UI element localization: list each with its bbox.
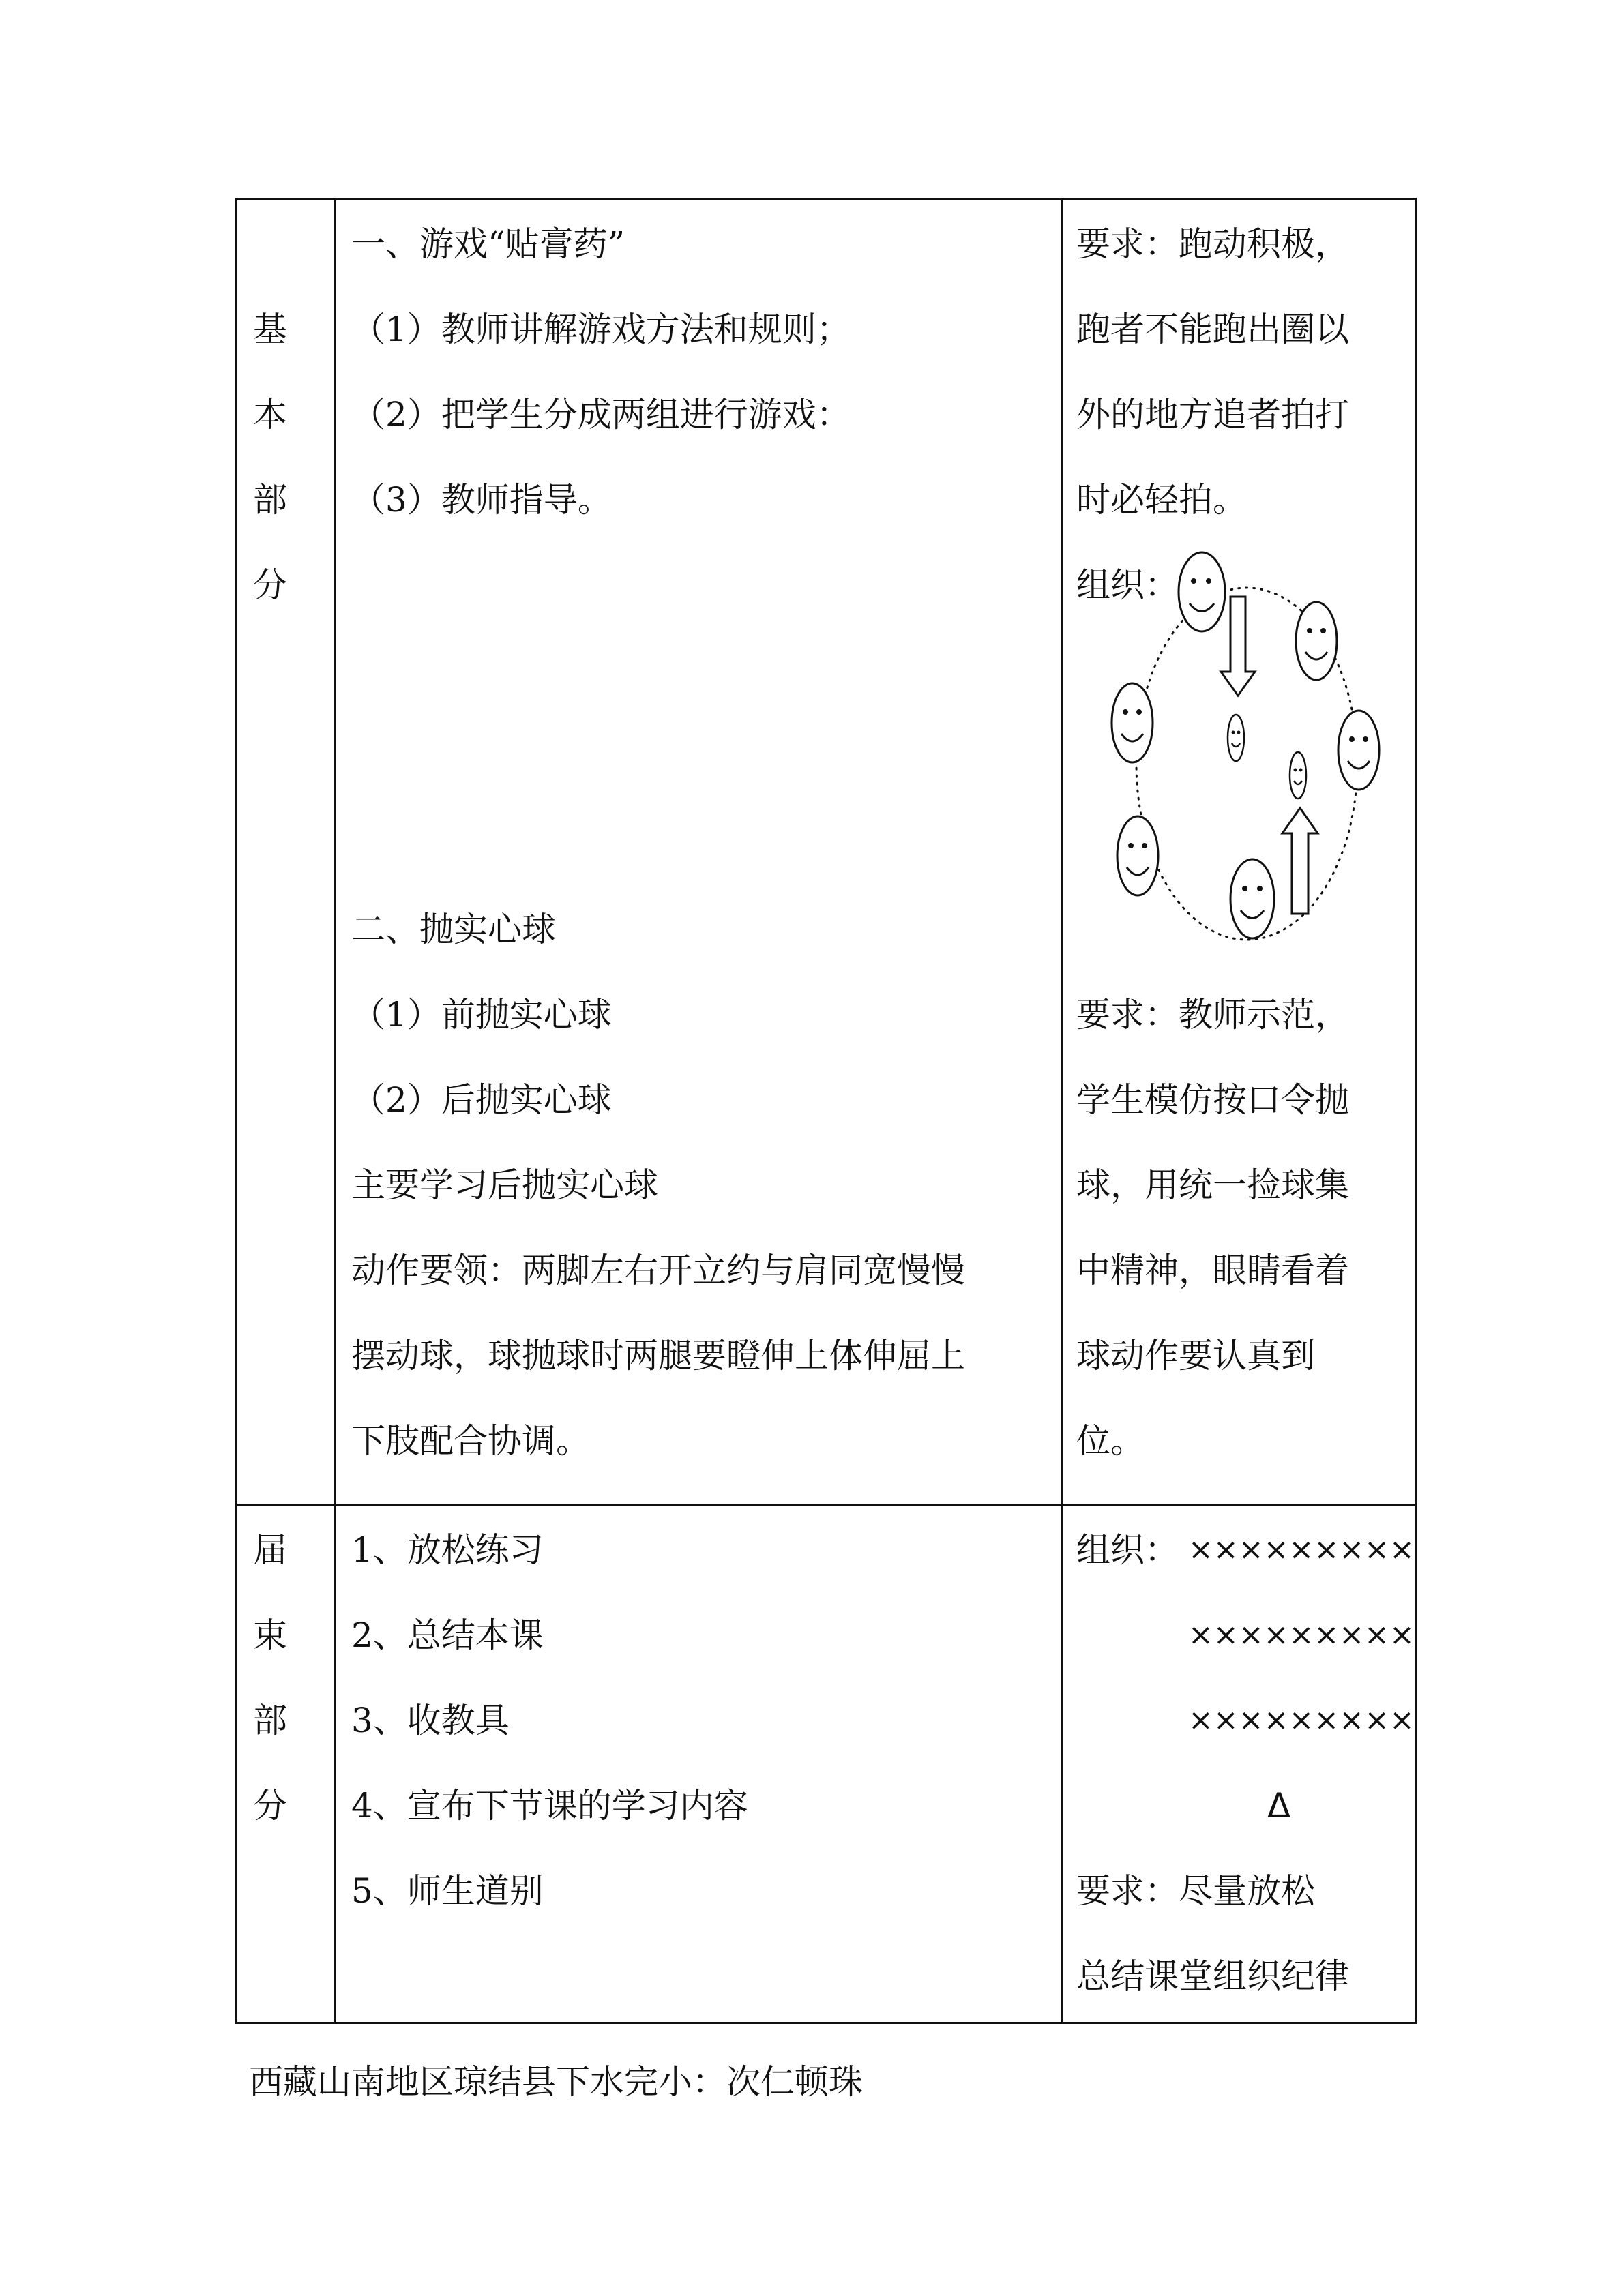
content-line: 5、师生道别 — [351, 1871, 544, 1911]
content-line: 4、宣布下节课的学习内容 — [351, 1786, 748, 1825]
note-line: 组织： — [1076, 1530, 1179, 1570]
content-line: 3、收教具 — [351, 1701, 510, 1740]
section-label-basic-char: 基 — [253, 310, 287, 349]
content-line: 一、游戏“贴膏药” — [351, 224, 625, 264]
table-row-divider — [235, 1504, 1417, 1506]
note-line: 外的地方追者拍打 — [1076, 395, 1349, 434]
game-formation-diagram — [1091, 539, 1391, 961]
note-line: 要求：跑动积极， — [1076, 224, 1349, 264]
table-bottom-border — [235, 2022, 1417, 2024]
content-line: （2）把学生分成两组进行游戏： — [351, 395, 851, 434]
content-line: 1、放松练习 — [351, 1530, 544, 1570]
smiley-face-icon — [1179, 552, 1225, 631]
smiley-face-icon — [1112, 683, 1153, 762]
table-column-divider-2 — [1061, 198, 1063, 2024]
section-label-end-char: 束 — [253, 1615, 287, 1655]
small-face-icon — [1228, 715, 1244, 761]
smiley-face-icon — [1230, 859, 1274, 938]
content-line: （2）后抛实心球 — [351, 1080, 612, 1120]
content-line: 摆动球，球抛球时两腿要瞪伸上体伸屈上 — [351, 1336, 965, 1375]
arrow-up-icon — [1282, 808, 1318, 914]
content-line: （1）前抛实心球 — [351, 995, 612, 1034]
note-line: 跑者不能跑出圈以 — [1076, 310, 1349, 349]
section-label-end-char: 届 — [253, 1530, 287, 1570]
smiley-face-icon — [1117, 816, 1158, 895]
smiley-face-icon — [1296, 602, 1337, 680]
note-line: 球，用统一捡球集 — [1076, 1165, 1349, 1205]
content-line: 二、抛实心球 — [351, 910, 556, 949]
note-line: 总结课堂组织纪律 — [1076, 1956, 1349, 1996]
section-label-basic-char: 分 — [253, 565, 287, 605]
formation-row: ××××××××× — [1188, 1703, 1415, 1738]
content-line: （1）教师讲解游戏方法和规则； — [351, 310, 851, 349]
formation-row: ××××××××× — [1188, 1532, 1415, 1567]
note-line: 球动作要认真到 — [1076, 1336, 1315, 1375]
table-left-border — [235, 198, 237, 2024]
note-line: 学生模仿按口令抛 — [1076, 1080, 1349, 1120]
content-line: （3）教师指导。 — [351, 480, 612, 520]
section-label-basic-char: 部 — [253, 480, 287, 520]
note-line: 要求：教师示范， — [1076, 995, 1349, 1034]
note-line: 组织： — [1076, 565, 1179, 605]
content-line: 主要学习后抛实心球 — [351, 1165, 658, 1205]
section-label-end-char: 分 — [253, 1786, 287, 1825]
content-line: 动作要领：两脚左右开立约与肩同宽慢慢 — [351, 1251, 965, 1290]
formation-row: ××××××××× — [1188, 1617, 1415, 1652]
note-line: 时必轻拍。 — [1076, 480, 1247, 520]
table-right-border — [1415, 198, 1417, 2024]
teacher-marker: Δ — [1267, 1786, 1291, 1825]
small-face-icon — [1290, 752, 1306, 799]
note-line: 位。 — [1076, 1421, 1145, 1461]
table-column-divider-1 — [334, 198, 336, 2024]
section-label-end-char: 部 — [253, 1701, 287, 1740]
content-line: 2、总结本课 — [351, 1615, 544, 1655]
content-line: 下肢配合协调。 — [351, 1421, 590, 1461]
table-top-border — [235, 198, 1417, 200]
note-line: 要求：尽量放松 — [1076, 1871, 1315, 1911]
smiley-face-icon — [1338, 711, 1379, 790]
note-line: 中精神，眼睛看着 — [1076, 1251, 1349, 1290]
section-label-basic-char: 本 — [253, 395, 287, 434]
arrow-down-icon — [1221, 597, 1255, 696]
author-footer: 西藏山南地区琼结县下水完小：次仁顿珠 — [249, 2062, 863, 2102]
